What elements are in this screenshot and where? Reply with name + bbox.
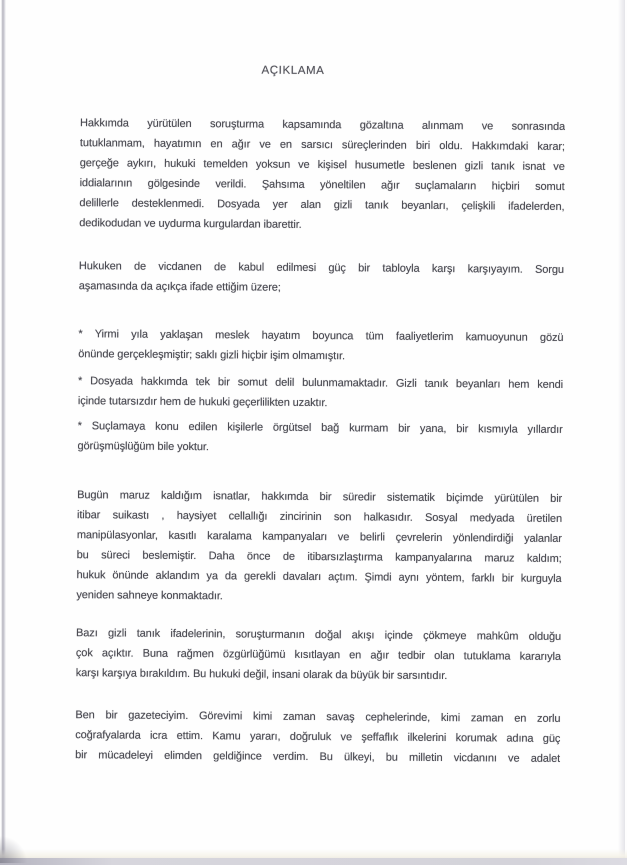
bullet-career [78,324,563,368]
text-line: manipülasyonlar, kasıtlı karalama kampanyaları ve belirli çevrelerin yönlendirdiği yalanlar [76,529,562,545]
text-line: gerçeğe aykırı, hukuki temelden yoksun ve kişisel husumetle beslenen gizli tanık isnat ve [79,157,565,173]
text-line: * Yirmi yıla yaklaşan meslek hayatım boyunca tüm faaliyetlerim kamuoyunun gözü [78,328,564,344]
photo-left-edge [1,0,6,859]
photo-corner-shadow [0,829,28,863]
document-body [75,113,565,769]
text-line: önünde gerçekleşmiştir; saklı gizli hiçbir işim olmamıştır. [78,348,346,363]
text-line: bu süreci beslemiştir. Daha önce de itibarsızlaştırma kampanyalarına maruz kaldım; [76,549,562,565]
paragraph-lead-in [79,256,564,300]
text-line: hukuk önünde aklandım ya da gerekli davaları açtım. Şimdi aynı yöntem, farklı bir kurguyla [76,569,562,585]
text-line: bir mücadeleyi elimden geldiğince verdim. Bu ülkeyi, bu milletin vicdanını ve adalet [75,749,561,765]
text-line: Ben bir gazeteciyim. Görevimi kimi zaman savaş cephelerinde, kimi zaman en zorlu [75,709,561,725]
text-line: * Suçlamaya konu edilen kişilerle örgütsel bağ kurmam bir yana, bir kısmıyla yıllardır [77,420,563,436]
document-title: AÇIKLAMA [261,64,325,78]
text-line: Hakkımda yürütülen soruşturma kapsamında gözaltına alınmam ve sonrasında [80,117,566,133]
paragraph-smear-campaign [76,485,562,609]
text-line: içinde tutarsızdır hem de hukuki geçerlilikten uzaktır. [77,395,328,410]
text-line: yeniden sahneye konmaktadır. [76,589,223,603]
paragraph-detention [76,623,561,687]
text-line: Hukuken de vicdanen de kabul edilmesi güç bir tabloyla karşı karşıyayım. Sorgu [78,260,564,276]
document-content [75,0,566,769]
paragraph-intro [79,113,565,237]
text-line: * Dosyada hakkımda tek bir somut delil bulunmamaktadır. Gizli tanık beyanları hem kendi [78,375,564,391]
photo-bottom-page-edge [0,849,627,858]
text-line: görüşmüşlüğüm bile yoktur. [77,440,209,454]
photo-right-edge [618,0,625,858]
text-line: delillerle desteklenmedi. Dosyada yer alan gizli tanık beyanları, çelişkili ifadelerden, [79,197,565,213]
text-line: tutuklanmam, hayatımın en ağır ve en sarsıcı süreçlerinden biri oldu. Hakkımdaki karar; [79,137,565,153]
text-line: Bugün maruz kaldığım isnatlar, hakkımda bir süredir sistematik biçimde yürütülen bir [77,489,563,505]
bullet-association [77,416,562,460]
text-line: itibar suikastı , haysiyet cellallığı zincirinin son halkasıdır. Sosyal medyada üretilen [76,509,563,525]
text-line: aşamasında da açıkça ifade ettiğim üzere; [78,280,281,294]
text-line: Bazı gizli tanık ifadelerinin, soruşturmanın doğal akışı içinde çökmeye mahkûm olduğu [76,627,562,643]
photo-bottom-background [0,858,627,865]
text-line: iddialarının gölgesinde verildi. Şahsıma yöneltilen ağır suçlamaların hiçbiri somut [79,177,565,193]
bullet-evidence [78,371,563,415]
text-line: coğrafyalarda icra ettim. Kamu yararı, doğruluk ve şeffaflık ilkelerini korumak adına güç [75,729,561,745]
text-line: çok açıktır. Buna rağmen özgürlüğümü kısıtlayan en ağır tedbir olan tutuklama kararıyla [75,647,561,663]
text-line: dedikodudan ve uydurma kurgulardan ibarettir. [79,217,302,231]
paragraph-journalist [75,705,560,769]
text-line: karşı karşıya bırakıldım. Bu hukuki değil, insani olarak da büyük bir sarsıntıdır. [75,667,448,683]
